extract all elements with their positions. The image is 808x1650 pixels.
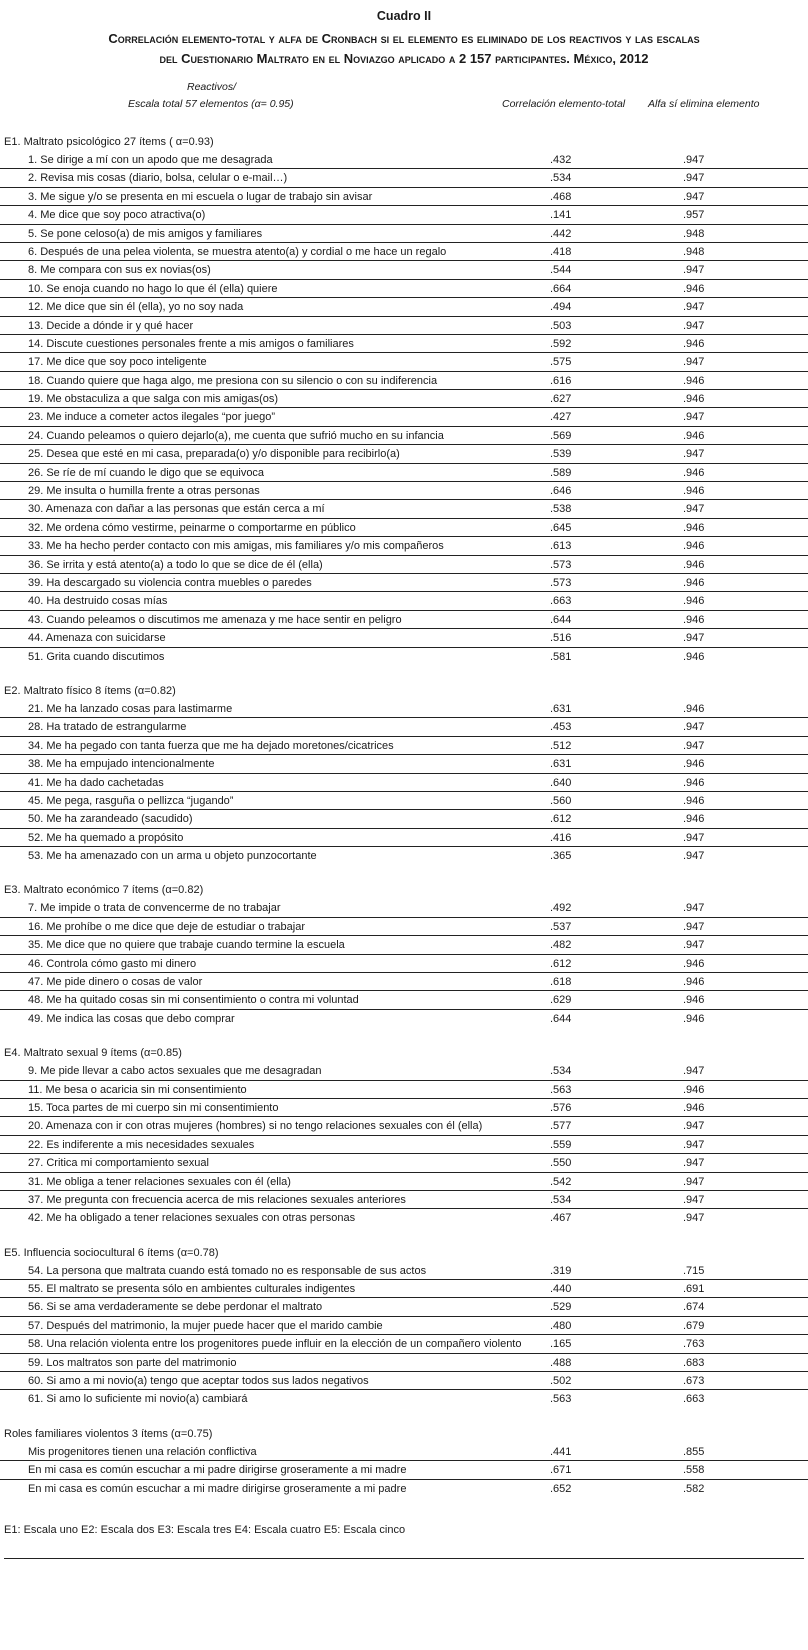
item-correlation: .538 [550,503,572,516]
table-row [0,188,808,206]
item-correlation: .534 [550,1193,572,1206]
item-correlation: .559 [550,1138,572,1151]
table-row [0,1262,808,1280]
table-row [0,847,808,865]
item-label: 50. Me ha zarandeado (sacudido) [28,813,193,826]
item-correlation: .165 [550,1338,572,1351]
item-alpha: .946 [683,813,705,826]
table-row [0,1117,808,1135]
table-row [0,1372,808,1390]
item-alpha: .582 [683,1482,705,1495]
item-correlation: .365 [550,850,572,863]
item-label: 44. Amenaza con suicidarse [28,632,166,645]
item-alpha: .946 [683,282,705,295]
item-alpha: .947 [683,190,705,203]
item-alpha: .947 [683,1065,705,1078]
table-row [0,648,808,666]
item-alpha: .946 [683,976,705,989]
table-row [0,445,808,463]
item-label: 3. Me sigue y/o se presenta en mi escuela o lugar de trabajo sin avisar [28,190,373,203]
item-correlation: .516 [550,632,572,645]
item-alpha: .947 [683,319,705,332]
item-alpha: .946 [683,1083,705,1096]
item-label: 59. Los maltratos son parte del matrimonio [28,1356,237,1369]
table-row [0,973,808,991]
item-correlation: .503 [550,319,572,332]
item-alpha: .946 [683,576,705,589]
item-label: 23. Me induce a cometer actos ilegales “por juego” [28,411,276,424]
item-label: 11. Me besa o acaricia sin mi consentimiento [28,1083,247,1096]
item-label: En mi casa es común escuchar a mi madre dirigirse groseramente a mi padre [28,1482,407,1495]
item-correlation: .563 [550,1393,572,1406]
table-row [0,500,808,518]
table-row [0,810,808,828]
item-alpha: .763 [683,1338,705,1351]
item-alpha: .946 [683,429,705,442]
item-correlation: .616 [550,374,572,387]
item-alpha: .946 [683,521,705,534]
item-label: 21. Me ha lanzado cosas para lastimarme [28,702,233,715]
table-section [0,133,808,666]
item-label: 35. Me dice que no quiere que trabaje cuando termine la escuela [28,939,345,952]
item-label: 49. Me indica las cosas que debo comprar [28,1012,235,1025]
item-correlation: .468 [550,190,572,203]
item-correlation: .664 [550,282,572,295]
table-section [0,881,808,1028]
item-label: 57. Después del matrimonio, la mujer puede hacer que el marido cambie [28,1319,383,1332]
item-correlation: .416 [550,831,572,844]
table-row [0,1354,808,1372]
table-title [0,29,808,69]
table-row [0,243,808,261]
item-correlation: .645 [550,521,572,534]
title-line-1: Correlación elemento-total y alfa de Cronbach si el elemento es eliminado de los reactivos y las escalas [108,31,700,46]
item-label: 46. Controla cómo gasto mi dinero [28,957,197,970]
item-correlation: .577 [550,1120,572,1133]
item-correlation: .629 [550,994,572,1007]
item-correlation: .544 [550,264,572,277]
item-label: 22. Es indiferente a mis necesidades sexuales [28,1138,255,1151]
table-row [0,1209,808,1227]
header-alfa: Alfa sí elimina elemento [648,98,760,110]
item-correlation: .631 [550,758,572,771]
item-label: 9. Me pide llevar a cabo actos sexuales que me desagradan [28,1065,322,1078]
item-alpha: .683 [683,1356,705,1369]
item-alpha: .947 [683,1157,705,1170]
item-alpha: .947 [683,920,705,933]
item-alpha: .946 [683,466,705,479]
item-label: 55. El maltrato se presenta sólo en ambientes culturales indigentes [28,1283,356,1296]
item-alpha: .946 [683,485,705,498]
item-correlation: .440 [550,1283,572,1296]
table-row [0,317,808,335]
item-label: 36. Se irrita y está atento(a) a todo lo que se dice de él (ella) [28,558,323,571]
item-label: 4. Me dice que soy poco atractiva(o) [28,209,206,222]
item-correlation: .652 [550,1482,572,1495]
item-label: 39. Ha descargado su violencia contra muebles o paredes [28,576,312,589]
item-alpha: .948 [683,245,705,258]
item-alpha: .947 [683,172,705,185]
item-label: 32. Me ordena cómo vestirme, peinarme o comportarme en público [28,521,356,534]
item-alpha: .947 [683,503,705,516]
item-correlation: .663 [550,595,572,608]
item-alpha: .946 [683,1012,705,1025]
item-correlation: .644 [550,1012,572,1025]
section-title: E5. Influencia sociocultural 6 ítems (α=0.78) [4,1246,219,1259]
item-label: 34. Me ha pegado con tanta fuerza que me ha dejado moretones/cicatrices [28,739,394,752]
table-row [0,611,808,629]
item-correlation: .529 [550,1301,572,1314]
table-row [0,335,808,353]
item-label: 1. Se dirige a mí con un apodo que me desagrada [28,154,273,166]
section-rows [0,151,808,666]
table-row [0,280,808,298]
item-alpha: .946 [683,957,705,970]
item-alpha: .946 [683,994,705,1007]
table-row [0,774,808,792]
item-correlation: .631 [550,702,572,715]
item-correlation: .319 [550,1264,572,1277]
item-correlation: .612 [550,957,572,970]
item-correlation: .560 [550,794,572,807]
item-alpha: .947 [683,939,705,952]
item-label: 42. Me ha obligado a tener relaciones sexuales con otras personas [28,1212,356,1225]
item-label: 13. Decide a dónde ir y qué hacer [28,319,194,332]
item-alpha: .947 [683,831,705,844]
table-row [0,1335,808,1353]
section-rows [0,1062,808,1228]
item-alpha: .715 [683,1264,705,1277]
table-row [0,427,808,445]
table-row [0,1154,808,1172]
table-body [0,133,808,1498]
item-correlation: .141 [550,209,572,222]
table-row [0,261,808,279]
section-rows [0,899,808,1028]
table-row [0,991,808,1009]
item-alpha: .947 [683,1138,705,1151]
item-correlation: .592 [550,337,572,350]
item-alpha: .947 [683,1193,705,1206]
bottom-rule [4,1558,804,1559]
item-alpha: .957 [683,209,705,222]
item-correlation: .432 [550,154,572,166]
item-label: 18. Cuando quiere que haga algo, me presiona con su silencio o con su indiferencia [28,374,438,387]
table-section [0,682,808,866]
table-row [0,574,808,592]
item-alpha: .946 [683,613,705,626]
item-label: 2. Revisa mis cosas (diario, bolsa, celular o e-mail…) [28,172,288,185]
table-row [0,225,808,243]
item-correlation: .575 [550,356,572,369]
item-alpha: .947 [683,411,705,424]
item-alpha: .679 [683,1319,705,1332]
table-row [0,464,808,482]
item-correlation: .442 [550,227,572,240]
item-label: 29. Me insulta o humilla frente a otras personas [28,485,260,498]
item-label: 41. Me ha dado cachetadas [28,776,164,789]
item-alpha: .673 [683,1375,705,1388]
item-alpha: .946 [683,393,705,406]
item-label: 54. La persona que maltrata cuando está tomado no es responsable de sus actos [28,1264,427,1277]
item-correlation: .539 [550,448,572,461]
item-label: 31. Me obliga a tener relaciones sexuales con él (ella) [28,1175,291,1188]
item-label: 25. Desea que esté en mi casa, preparada(o) y/o disponible para recibirlo(a) [28,448,400,461]
table-row [0,408,808,426]
item-correlation: .646 [550,485,572,498]
item-correlation: .492 [550,902,572,915]
table-row [0,519,808,537]
item-alpha: .947 [683,739,705,752]
table-row [0,537,808,555]
table-row [0,1173,808,1191]
item-label: 47. Me pide dinero o cosas de valor [28,976,203,989]
item-alpha: .946 [683,650,705,663]
item-alpha: .947 [683,632,705,645]
table-row [0,755,808,773]
item-alpha: .674 [683,1301,705,1314]
item-alpha: .946 [683,776,705,789]
item-correlation: .569 [550,429,572,442]
item-alpha: .946 [683,595,705,608]
table-row [0,1280,808,1298]
item-correlation: .542 [550,1175,572,1188]
item-label: 12. Me dice que sin él (ella), yo no soy nada [28,301,244,314]
item-label: 14. Discute cuestiones personales frente a mis amigos o familiares [28,337,354,350]
table-row [0,829,808,847]
table-number: Cuadro II [376,9,432,23]
item-label: 37. Me pregunta con frecuencia acerca de mis relaciones sexuales anteriores [28,1193,406,1206]
item-label: 15. Toca partes de mi cuerpo sin mi consentimiento [28,1101,279,1114]
table-row [0,298,808,316]
item-correlation: .418 [550,245,572,258]
item-correlation: .563 [550,1083,572,1096]
table-row [0,792,808,810]
item-correlation: .573 [550,576,572,589]
item-correlation: .573 [550,558,572,571]
item-correlation: .537 [550,920,572,933]
item-label: 20. Amenaza con ir con otras mujeres (hombres) si no tengo relaciones sexuales con él (ella) [28,1120,483,1133]
section-rows [0,700,808,866]
item-correlation: .534 [550,1065,572,1078]
table-row [0,1390,808,1408]
item-label: 26. Se ríe de mí cuando le digo que se equivoca [28,466,265,479]
item-correlation: .427 [550,411,572,424]
header-correlacion: Correlación elemento-total [502,98,626,110]
table-row [0,169,808,187]
item-label: 60. Si amo a mi novio(a) tengo que aceptar todos sus lados negativos [28,1375,369,1388]
header-escala-total: Escala total 57 elementos (α= 0.95) [128,98,294,110]
table-row [0,918,808,936]
item-correlation: .502 [550,1375,572,1388]
item-alpha: .946 [683,374,705,387]
item-correlation: .482 [550,939,572,952]
table-row [0,151,808,169]
item-label: 24. Cuando peleamos o quiero dejarlo(a), me cuenta que sufrió mucho en su infancia [28,429,444,442]
item-alpha: .946 [683,540,705,553]
item-correlation: .644 [550,613,572,626]
item-correlation: .441 [550,1445,572,1458]
item-label: 33. Me ha hecho perder contacto con mis amigas, mis familiares y/o mis compañeros [28,540,444,553]
item-correlation: .467 [550,1212,572,1225]
table-row [0,1136,808,1154]
table-section [0,1044,808,1228]
section-title: E3. Maltrato económico 7 ítems (α=0.82) [4,884,204,897]
item-label: 5. Se pone celoso(a) de mis amigos y familiares [28,227,263,240]
item-alpha: .947 [683,1212,705,1225]
item-label: 52. Me ha quemado a propósito [28,831,184,844]
table-row [0,1062,808,1080]
item-label: 43. Cuando peleamos o discutimos me amenaza y me hace sentir en peligro [28,613,402,626]
item-correlation: .488 [550,1356,572,1369]
item-label: 19. Me obstaculiza a que salga con mis amigas(os) [28,393,279,406]
section-title: Roles familiares violentos 3 ítems (α=0.75) [4,1427,213,1440]
table-row [0,629,808,647]
item-label: En mi casa es común escuchar a mi padre dirigirse groseramente a mi madre [28,1464,407,1477]
item-alpha: .946 [683,794,705,807]
section-rows [0,1443,808,1498]
table-row [0,1191,808,1209]
item-alpha: .691 [683,1283,705,1296]
item-alpha: .663 [683,1393,705,1406]
item-label: 48. Me ha quitado cosas sin mi consentimiento o contra mi voluntad [28,994,359,1007]
item-label: 28. Ha tratado de estrangularme [28,721,187,734]
table-row [0,718,808,736]
item-label: 10. Se enoja cuando no hago lo que él (ella) quiere [28,282,278,295]
item-alpha: .558 [683,1464,705,1477]
item-correlation: .671 [550,1464,572,1477]
title-line-2: del Cuestionario Maltrato en el Noviazgo aplicado a 2 157 participantes. México, 2012 [159,51,649,66]
item-alpha: .947 [683,1175,705,1188]
section-title: E1. Maltrato psicológico 27 ítems ( α=0.93) [4,136,214,148]
item-correlation: .576 [550,1101,572,1114]
table-row [0,700,808,718]
section-rows [0,1262,808,1409]
item-label: 40. Ha destruido cosas mías [28,595,168,608]
item-alpha: .947 [683,721,705,734]
item-label: 45. Me pega, rasguña o pellizca “jugando” [28,794,234,807]
table-row [0,1317,808,1335]
item-label: 30. Amenaza con dañar a las personas que están cerca a mí [28,503,325,516]
item-label: Mis progenitores tienen una relación conflictiva [28,1445,257,1458]
item-alpha: .947 [683,264,705,277]
table-row [0,955,808,973]
table-row [0,1081,808,1099]
item-alpha: .947 [683,356,705,369]
item-correlation: .640 [550,776,572,789]
item-alpha: .947 [683,448,705,461]
item-label: 38. Me ha empujado intencionalmente [28,758,215,771]
item-correlation: .494 [550,301,572,314]
table-row [0,1443,808,1461]
item-alpha: .947 [683,1120,705,1133]
item-alpha: .946 [683,702,705,715]
item-alpha: .947 [683,301,705,314]
item-label: 17. Me dice que soy poco inteligente [28,356,207,369]
item-correlation: .613 [550,540,572,553]
table-row [0,390,808,408]
item-label: 7. Me impide o trata de convencerme de no trabajar [28,902,281,915]
item-label: 53. Me ha amenazado con un arma u objeto punzocortante [28,850,317,863]
item-correlation: .589 [550,466,572,479]
table-section [0,1244,808,1409]
item-alpha: .948 [683,227,705,240]
section-title: E2. Maltrato físico 8 ítems (α=0.82) [4,684,176,697]
item-label: 58. Una relación violenta entre los progenitores puede influir en la elección de un compañero violento [28,1338,522,1351]
item-alpha: .947 [683,850,705,863]
item-label: 51. Grita cuando discutimos [28,650,165,663]
item-correlation: .550 [550,1157,572,1170]
item-correlation: .581 [550,650,572,663]
item-correlation: .627 [550,393,572,406]
item-alpha: .946 [683,1101,705,1114]
item-correlation: .512 [550,739,572,752]
item-label: 8. Me compara con sus ex novias(os) [28,264,211,277]
table-row [0,372,808,390]
item-alpha: .946 [683,337,705,350]
table-row [0,899,808,917]
table-row [0,1099,808,1117]
table-row [0,737,808,755]
table-section [0,1425,808,1498]
item-correlation: .618 [550,976,572,989]
table-row [0,1461,808,1479]
item-label: 6. Después de una pelea violenta, se muestra atento(a) y cordial o me hace un regalo [28,245,447,258]
item-correlation: .453 [550,721,572,734]
item-alpha: .947 [683,154,705,166]
item-alpha: .947 [683,902,705,915]
item-label: 56. Si se ama verdaderamente se debe perdonar el maltrato [28,1301,323,1314]
item-correlation: .480 [550,1319,572,1332]
item-alpha: .946 [683,758,705,771]
footnote: E1: Escala uno E2: Escala dos E3: Escala tres E4: Escala cuatro E5: Escala cinco [4,1524,406,1536]
item-label: 27. Critica mi comportamiento sexual [28,1157,209,1170]
table-row [0,556,808,574]
header-reactivos: Reactivos/ [187,81,237,93]
item-alpha: .946 [683,558,705,571]
table-row [0,592,808,610]
table-row [0,936,808,954]
item-correlation: .534 [550,172,572,185]
item-alpha: .855 [683,1445,705,1458]
item-label: 61. Si amo lo suficiente mi novio(a) cambiará [28,1393,248,1406]
table-row [0,1298,808,1316]
item-correlation: .612 [550,813,572,826]
table-row [0,1010,808,1028]
item-label: 16. Me prohíbe o me dice que deje de estudiar o trabajar [28,920,306,933]
table-row [0,482,808,500]
table-row [0,1480,808,1498]
table-row [0,206,808,224]
table-row [0,353,808,371]
section-title: E4. Maltrato sexual 9 ítems (α=0.85) [4,1047,182,1060]
